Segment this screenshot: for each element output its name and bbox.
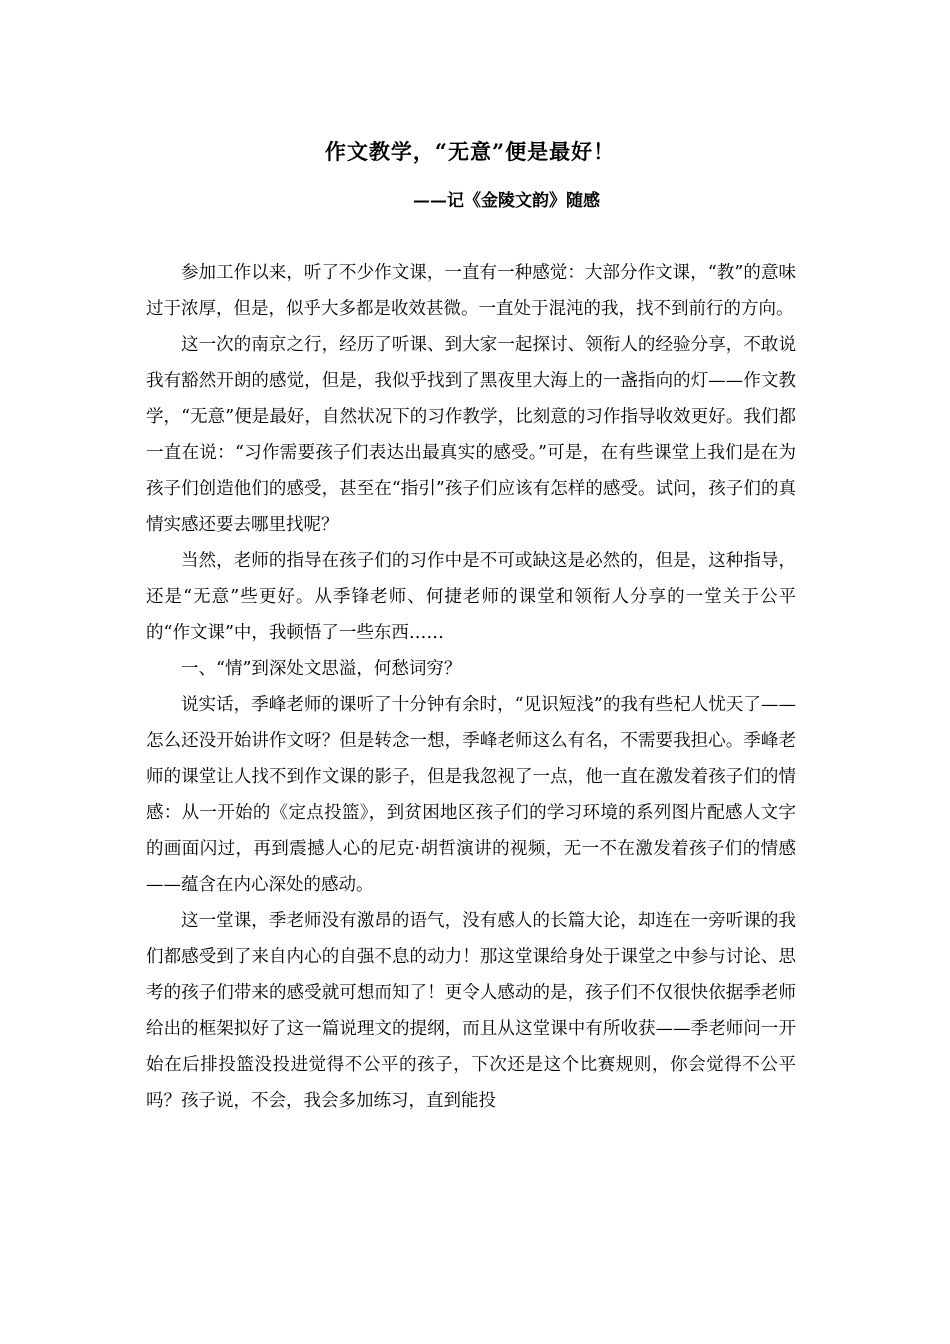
document-title: 作文教学，“无意”便是最好！ (324, 139, 616, 164)
document-subtitle: ——记《金陵文韵》随感 (413, 191, 600, 211)
paragraph: 说实话，季峰老师的课听了十分钟有余时，“见识短浅”的我有些杞人忧天了——怎么还没开始讲作文呀？但是转念一想，季峰老师这么有名，不需要我担心。季峰老师的课堂让人找不到作文课的影子，但是我忽视了一点，他一直在激发着孩子们的情感：从一开始的《定点投篮》，到贫困地区孩子们的学习环境的系列图片配感人文字的画面闪过，再到震撼人心的尼克·胡哲演讲的视频，无一不在激发着孩子们的情感——蕴含在内心深处的感动。 (146, 695, 796, 895)
section-heading: 一、“情”到深处文思溢，何愁词穷？ (181, 659, 462, 679)
paragraph: 这一堂课，季老师没有激昂的语气，没有感人的长篇大论，却连在一旁听课的我们都感受到了来自内心的自强不息的动力！那这堂课给身处于课堂之中参与讨论、思考的孩子们带来的感受就可想而知了！更令人感动的是，孩子们不仅很快依据季老师给出的框架拟好了这一篇说理文的提纲，而且从这堂课中有所收获——季老师问一开始在后排投篮没投进觉得不公平的孩子，下次还是这个比赛规则，你会觉得不公平吗？孩子说，不会，我会多加练习，直到能投 (146, 911, 796, 1111)
document-body (146, 255, 796, 1119)
paragraph: 当然，老师的指导在孩子们的习作中是不可或缺这是必然的，但是，这种指导，还是“无意”些更好。从季锋老师、何捷老师的课堂和领衔人分享的一堂关于公平的“作文课”中，我顿悟了一些东西…… (146, 551, 796, 643)
paragraph: 参加工作以来，听了不少作文课，一直有一种感觉：大部分作文课，“教”的意味过于浓厚，但是，似乎大多都是收效甚微。一直处于混沌的我，找不到前行的方向。 (146, 263, 796, 319)
paragraph: 这一次的南京之行，经历了听课、到大家一起探讨、领衔人的经验分享，不敢说我有豁然开朗的感觉，但是，我似乎找到了黑夜里大海上的一盏指向的灯——作文教学，“无意”便是最好，自然状况下的习作教学，比刻意的习作指导收效更好。我们都一直在说：“习作需要孩子们表达出最真实的感受。”可是，在有些课堂上我们是在为孩子们创造他们的感受，甚至在“指引”孩子们应该有怎样的感受。试问，孩子们的真情实感还要去哪里找呢？ (146, 335, 796, 535)
